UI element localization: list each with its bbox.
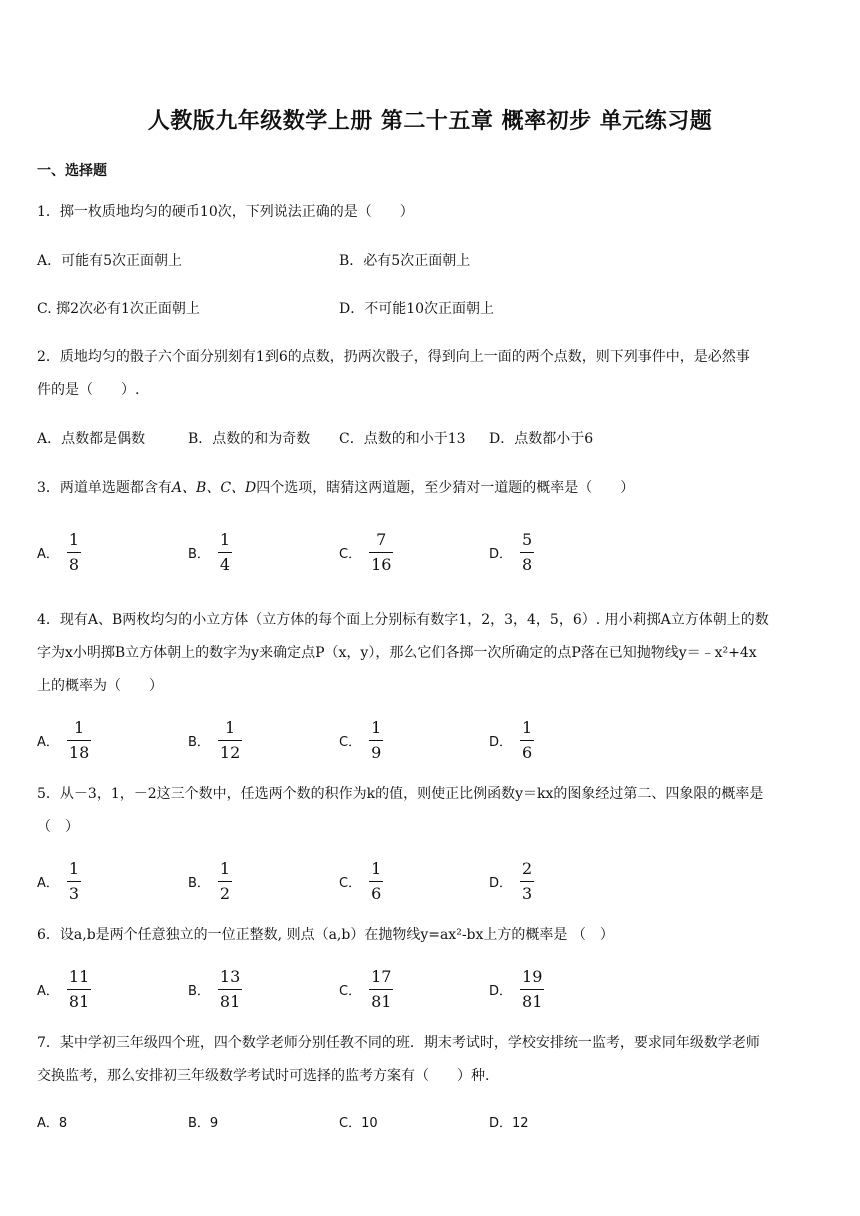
denominator: 12 bbox=[219, 742, 241, 762]
fraction bbox=[218, 530, 232, 575]
option-label: B． bbox=[188, 983, 210, 999]
numerator: 7 bbox=[376, 529, 387, 549]
fraction bbox=[67, 967, 91, 1012]
fraction-bar bbox=[67, 989, 91, 990]
fraction-bar bbox=[369, 552, 393, 553]
fraction bbox=[218, 967, 242, 1012]
question-2-stem-line-1: 2．质地均匀的骰子六个面分别刻有1到6的点数，扔两次骰子，得到向上一面的两个点数，则下列事件中，是必然事 bbox=[37, 349, 750, 365]
numerator: 1 bbox=[371, 858, 382, 878]
question-4-stem-line-3: 上的概率为（ ） bbox=[37, 678, 163, 694]
numerator: 19 bbox=[522, 966, 543, 986]
denominator: 8 bbox=[68, 554, 80, 574]
fraction-bar bbox=[218, 881, 232, 882]
denominator: 81 bbox=[371, 991, 392, 1011]
denominator: 3 bbox=[68, 883, 80, 903]
numerator: 13 bbox=[219, 966, 241, 986]
question-3-option-c[interactable] bbox=[339, 528, 393, 576]
question-2-option-a[interactable]: A．点数都是偶数 bbox=[37, 431, 146, 447]
section-heading: 一、选择题 bbox=[37, 163, 107, 179]
fraction bbox=[218, 859, 232, 904]
fraction bbox=[218, 718, 242, 763]
numerator: 1 bbox=[522, 717, 533, 737]
question-1-option-b[interactable]: B．必有5次正面朝上 bbox=[339, 253, 471, 269]
fraction bbox=[369, 718, 383, 763]
question-6-option-c[interactable] bbox=[339, 965, 393, 1013]
fraction bbox=[67, 718, 91, 763]
denominator: 6 bbox=[522, 742, 533, 762]
question-2-option-c[interactable]: C．点数的和小于13 bbox=[339, 431, 466, 447]
question-1-option-d[interactable]: D．不可能10次正面朝上 bbox=[339, 301, 495, 317]
question-7-option-d[interactable]: D．12 bbox=[489, 1116, 529, 1131]
question-5-option-d[interactable] bbox=[489, 857, 534, 905]
question-6-stem: 6．设a,b是两个任意独立的一位正整数, 则点（a,b）在抛物线y=ax²-bx上方的概率是 （ ） bbox=[37, 927, 614, 943]
option-label: C． bbox=[339, 734, 362, 750]
option-label: B． bbox=[188, 734, 210, 750]
question-2-stem-line-2: 件的是（ ）. bbox=[37, 382, 140, 398]
fraction-bar bbox=[369, 989, 393, 990]
denominator: 81 bbox=[522, 991, 543, 1011]
denominator: 3 bbox=[522, 883, 533, 903]
fraction bbox=[67, 530, 81, 575]
fraction-bar bbox=[520, 740, 534, 741]
option-label: B． bbox=[188, 546, 210, 562]
fraction bbox=[369, 530, 393, 575]
option-label: A． bbox=[37, 875, 59, 891]
numerator: 17 bbox=[371, 966, 392, 986]
question-5-options bbox=[37, 857, 827, 905]
question-7-option-c[interactable]: C．10 bbox=[339, 1116, 378, 1131]
option-label: C． bbox=[339, 546, 362, 562]
question-1-option-a[interactable]: A．可能有5次正面朝上 bbox=[37, 253, 183, 269]
question-1-options bbox=[37, 245, 827, 277]
numerator: 1 bbox=[68, 858, 80, 878]
question-1-options-2 bbox=[37, 293, 827, 325]
numerator: 2 bbox=[522, 858, 533, 878]
question-3-options bbox=[37, 528, 827, 576]
denominator: 18 bbox=[68, 742, 90, 762]
fraction-bar bbox=[218, 989, 242, 990]
question-6-option-b[interactable] bbox=[188, 965, 242, 1013]
denominator: 9 bbox=[371, 742, 382, 762]
fraction-bar bbox=[520, 552, 534, 553]
question-4-option-a[interactable] bbox=[37, 716, 91, 764]
question-5-option-b[interactable] bbox=[188, 857, 232, 905]
fraction-bar bbox=[520, 989, 544, 990]
option-label: B． bbox=[188, 875, 210, 891]
question-3-stem bbox=[37, 472, 827, 504]
fraction bbox=[369, 859, 383, 904]
fraction bbox=[520, 967, 544, 1012]
fraction-bar bbox=[67, 552, 81, 553]
option-label: A． bbox=[37, 983, 59, 999]
fraction bbox=[67, 859, 81, 904]
numerator: 1 bbox=[371, 717, 382, 737]
question-4-stem-line-2: 字为x小明掷B立方体朝上的数字为y来确定点P（x，y），那么它们各掷一次所确定的点P落在已知抛物线y＝﹣x²+4x bbox=[37, 645, 757, 661]
numerator: 1 bbox=[73, 717, 85, 737]
denominator: 2 bbox=[219, 883, 231, 903]
fraction-bar bbox=[369, 740, 383, 741]
denominator: 8 bbox=[522, 554, 533, 574]
question-3-option-d[interactable] bbox=[489, 528, 534, 576]
fraction bbox=[520, 530, 534, 575]
question-7-option-a[interactable]: A．8 bbox=[37, 1116, 68, 1131]
fraction-bar bbox=[67, 881, 81, 882]
question-4-option-d[interactable] bbox=[489, 716, 534, 764]
question-3-option-b[interactable] bbox=[188, 528, 232, 576]
question-5-stem-line-1: 5．从－3，1，－2这三个数中，任选两个数的积作为k的值，则使正比例函数y＝kx的图象经过第二、四象限的概率是 bbox=[37, 786, 764, 802]
question-6-options bbox=[37, 965, 827, 1013]
denominator: 81 bbox=[68, 991, 90, 1011]
question-3-stem-pre: 3．两道单选题都含有 bbox=[37, 480, 172, 496]
fraction-bar bbox=[67, 740, 91, 741]
denominator: 16 bbox=[371, 554, 392, 574]
denominator: 4 bbox=[219, 554, 231, 574]
fraction-bar bbox=[369, 881, 383, 882]
question-2-option-d[interactable]: D．点数都小于6 bbox=[489, 431, 594, 447]
question-4-option-b[interactable] bbox=[188, 716, 242, 764]
option-label: A． bbox=[37, 734, 59, 750]
question-6-option-a[interactable] bbox=[37, 965, 91, 1013]
fraction bbox=[369, 967, 393, 1012]
question-3-stem-options: A、B、C、D bbox=[171, 480, 257, 496]
numerator: 1 bbox=[225, 717, 236, 737]
option-label: D． bbox=[489, 875, 513, 891]
question-5-option-c[interactable] bbox=[339, 857, 383, 905]
numerator: 1 bbox=[68, 529, 80, 549]
question-4-stem-line-1: 4．现有A、B两枚均匀的小立方体（立方体的每个面上分别标有数字1，2，3，4，5，6）. 用小莉掷A立方体朝上的数 bbox=[37, 612, 769, 628]
denominator: 6 bbox=[371, 883, 382, 903]
question-2-options bbox=[37, 423, 827, 455]
question-7-option-b[interactable]: B．9 bbox=[188, 1116, 219, 1131]
option-label: D． bbox=[489, 546, 513, 562]
question-6-option-d[interactable] bbox=[489, 965, 544, 1013]
fraction-bar bbox=[218, 740, 242, 741]
numerator: 11 bbox=[68, 966, 90, 986]
denominator: 81 bbox=[219, 991, 241, 1011]
question-7-stem-line-2: 交换监考，那么安排初三年级数学考试时可选择的监考方案有（ ）种. bbox=[37, 1068, 490, 1084]
question-7-stem-line-1: 7．某中学初三年级四个班，四个数学老师分别任教不同的班．期末考试时，学校安排统一监考，要求同年级数学老师 bbox=[37, 1035, 760, 1051]
fraction-bar bbox=[520, 881, 534, 882]
question-4-option-c[interactable] bbox=[339, 716, 383, 764]
question-5-option-a[interactable] bbox=[37, 857, 81, 905]
question-3-stem-post: 四个选项，瞎猜这两道题，至少猜对一道题的概率是（ ） bbox=[256, 480, 635, 496]
numerator: 5 bbox=[522, 529, 533, 549]
question-1-option-c[interactable]: C. 掷2次必有1次正面朝上 bbox=[37, 301, 200, 317]
option-label: C． bbox=[339, 983, 362, 999]
question-5-stem-line-2: （ ） bbox=[37, 819, 79, 835]
numerator: 1 bbox=[219, 529, 231, 549]
option-label: D． bbox=[489, 983, 513, 999]
option-label: D． bbox=[489, 734, 513, 750]
fraction bbox=[520, 718, 534, 763]
option-label: A． bbox=[37, 546, 59, 562]
fraction bbox=[520, 859, 534, 904]
fraction-bar bbox=[218, 552, 232, 553]
question-3-option-a[interactable] bbox=[37, 528, 81, 576]
page-title: 人教版九年级数学上册 第二十五章 概率初步 单元练习题 bbox=[147, 109, 713, 134]
question-4-options bbox=[37, 716, 827, 764]
option-label: C． bbox=[339, 875, 362, 891]
question-2-option-b[interactable]: B．点数的和为奇数 bbox=[188, 431, 311, 447]
question-7-options bbox=[37, 1108, 827, 1140]
numerator: 1 bbox=[219, 858, 231, 878]
question-1-stem: 1．掷一枚质地均匀的硬币10次，下列说法正确的是（ ） bbox=[37, 204, 414, 220]
